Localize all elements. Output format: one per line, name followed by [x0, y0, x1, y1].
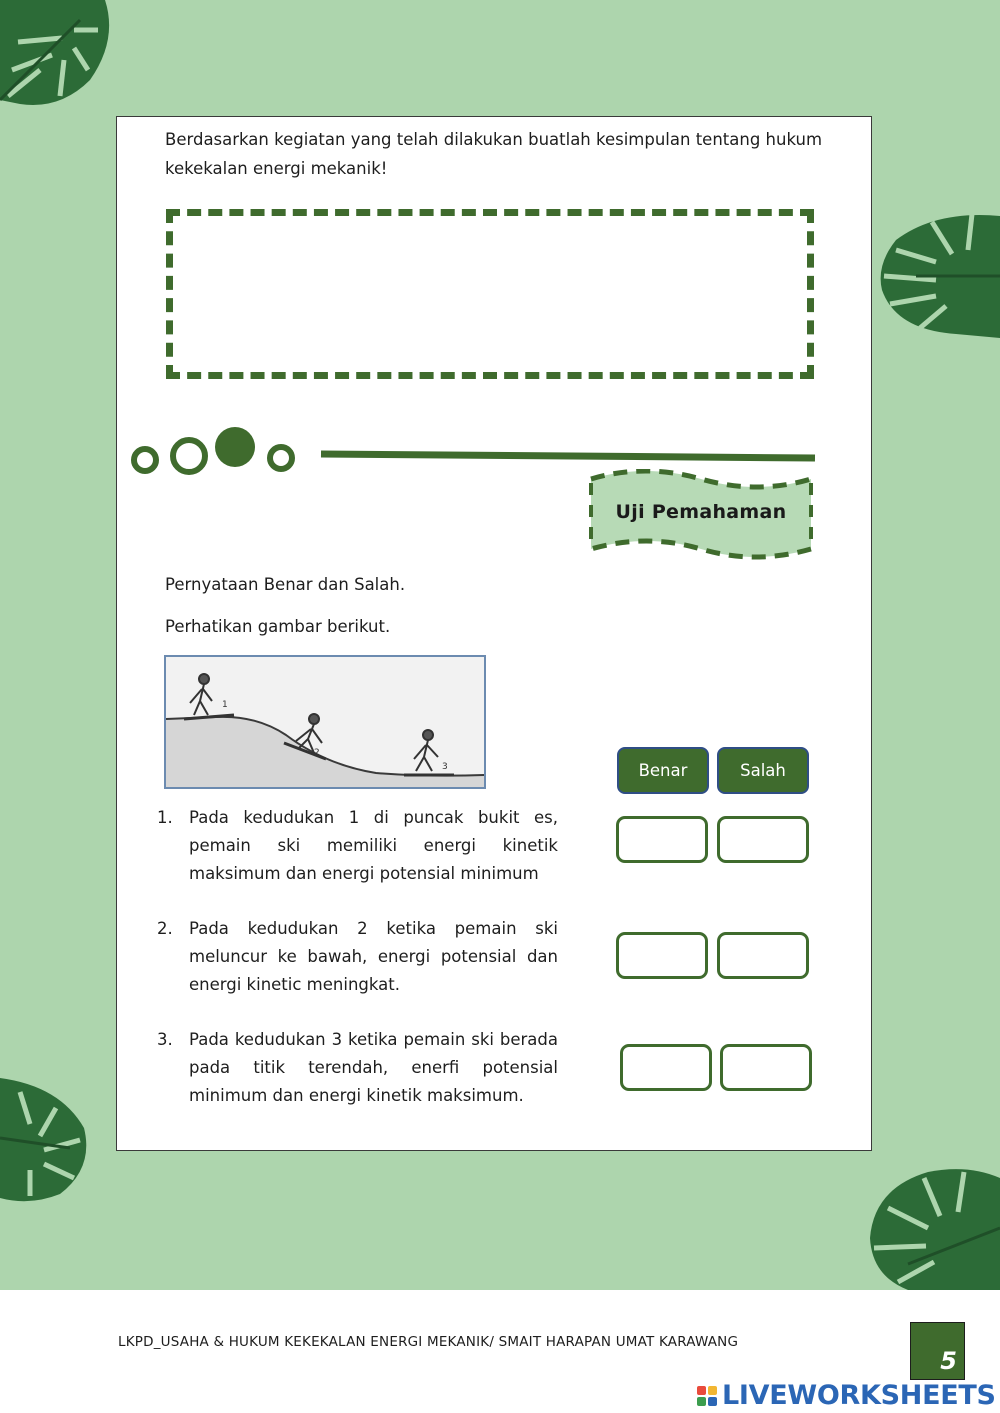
position-label-2: 2: [314, 748, 320, 758]
footer-text: LKPD_USAHA & HUKUM KEKEKALAN ENERGI MEKANIK/ SMAIT HARAPAN UMAT KARAWANG: [118, 1334, 739, 1350]
question-text: Pada kedudukan 1 di puncak bukit es, pemain ski memiliki energi kinetik maksimum dan energi potensial minimum: [189, 808, 558, 883]
liveworksheets-brand[interactable]: [697, 1380, 996, 1411]
monstera-leaf-bottom-left-icon: [0, 1078, 90, 1202]
section-title: Uji Pemahaman: [615, 501, 787, 523]
q3-salah-choice-box[interactable]: [720, 1044, 812, 1091]
position-label-3: 3: [442, 762, 448, 772]
q2-salah-choice-box[interactable]: [717, 932, 809, 979]
q2-benar-choice-box[interactable]: [616, 932, 708, 979]
observe-instruction-text: Perhatikan gambar berikut.: [165, 617, 391, 636]
question-text: Pada kedudukan 3 ketika pemain ski berada pada titik terendah, enerfi potensial minimum dan energi kinetik maksimum.: [189, 1030, 558, 1105]
question-item-3: [157, 1026, 558, 1110]
question-item-1: [157, 804, 558, 888]
monstera-leaf-mid-right-icon: [876, 210, 1000, 338]
page-number-badge: 5: [910, 1322, 965, 1380]
instruction-line-2: kekekalan energi mekanik!: [165, 159, 388, 178]
liveworksheets-logo-icon: [697, 1386, 717, 1406]
monstera-leaf-bottom-right-icon: [868, 1168, 1000, 1290]
q3-benar-choice-box[interactable]: [620, 1044, 712, 1091]
conclusion-answer-box[interactable]: [166, 209, 814, 379]
ski-slope-figure: [164, 655, 486, 789]
benar-header-button[interactable]: Benar: [617, 747, 709, 794]
q1-salah-choice-box[interactable]: [717, 816, 809, 863]
question-number: 2.: [157, 919, 173, 938]
salah-header-button[interactable]: Salah: [717, 747, 809, 794]
q1-benar-choice-box[interactable]: [616, 816, 708, 863]
question-item-2: [157, 915, 558, 999]
instruction-text: [165, 125, 845, 183]
question-text: Pada kedudukan 2 ketika pemain ski meluncur ke bawah, energi potensial dan energi kinetic meningkat.: [189, 919, 558, 994]
question-number: 1.: [157, 808, 173, 827]
question-number: 3.: [157, 1030, 173, 1049]
worksheet-page: [116, 116, 872, 1151]
instruction-line-1: Berdasarkan kegiatan yang telah dilakukan buatlah kesimpulan tentang hukum: [165, 130, 823, 149]
brand-name: LIVEWORKSHEETS: [722, 1380, 996, 1411]
statement-type-text: Pernyataan Benar dan Salah.: [165, 575, 406, 594]
position-label-1: 1: [222, 700, 228, 710]
ski-slope-illustration: [166, 657, 484, 787]
monstera-leaf-top-left-icon: [0, 0, 115, 110]
